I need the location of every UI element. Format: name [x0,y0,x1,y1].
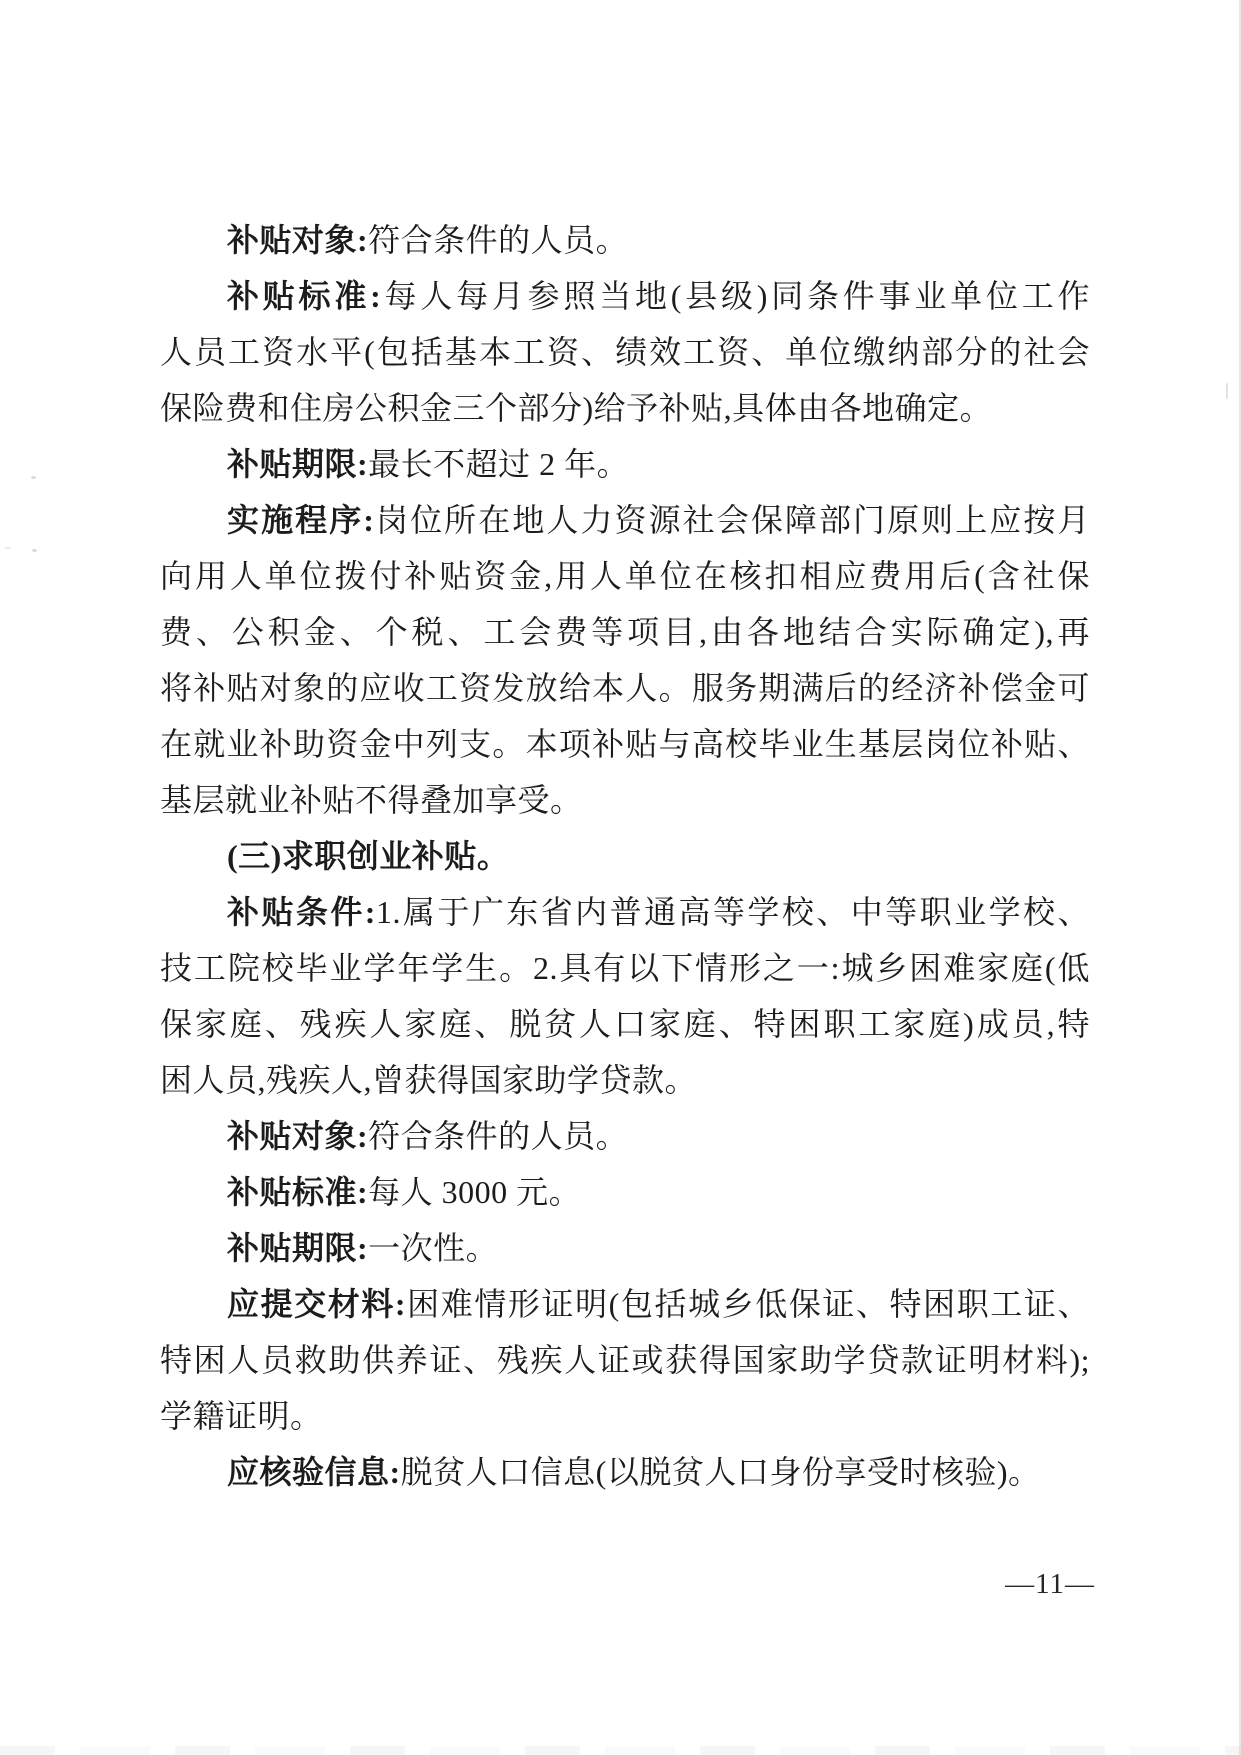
line-text: 保险费和住房公积金三个部分)给予补贴,具体由各地确定。 [160,390,993,426]
text-line [160,996,1090,1052]
scan-edge-artifact [0,1746,1241,1755]
line-text: 特困人员救助供养证、残疾人证或获得国家助学贷款证明材料); [160,1342,1090,1378]
line-label: 补贴标准: [227,278,382,314]
text-line [160,1388,1090,1444]
line-label: 应核验信息: [227,1454,401,1490]
text-line [160,716,1090,772]
line-text: 困人员,残疾人,曾获得国家助学贷款。 [160,1062,698,1098]
line-label: 补贴对象: [227,1118,369,1154]
text-line [160,604,1090,660]
line-label: 补贴条件: [227,894,376,930]
text-line [160,1332,1090,1388]
text-line [160,1108,1090,1164]
document-body [160,212,1090,1500]
text-line [160,324,1090,380]
line-label: 补贴对象: [227,222,369,258]
scan-speck [31,476,36,479]
line-text: 技工院校毕业学年学生。2.具有以下情形之一:城乡困难家庭(低 [160,950,1090,986]
scan-speck [4,547,11,549]
line-text: 学籍证明。 [160,1398,323,1434]
text-line [160,380,1090,436]
line-text: 人员工资水平(包括基本工资、绩效工资、单位缴纳部分的社会 [160,334,1090,370]
line-text: 岗位所在地人力资源社会保障部门原则上应按月 [374,502,1090,538]
line-text: 1.属于广东省内普通高等学校、中等职业学校、 [375,894,1090,930]
line-text: 每人 3000 元。 [368,1174,582,1210]
line-text: 在就业补助资金中列支。本项补贴与高校毕业生基层岗位补贴、 [160,726,1090,762]
line-label: 补贴标准: [227,1174,369,1210]
text-line [160,436,1090,492]
line-text: 基层就业补贴不得叠加享受。 [160,782,583,818]
line-text: 最长不超过 2 年。 [368,446,630,482]
line-text: 将补贴对象的应收工资发放给本人。服务期满后的经济补偿金可 [160,670,1090,706]
text-line [160,884,1090,940]
text-line [160,828,1090,884]
line-label: (三)求职创业补贴。 [227,838,510,874]
page-number: —11— [1005,1568,1095,1600]
line-text: 每人每月参照当地(县级)同条件事业单位工作 [381,278,1090,314]
line-text: 困难情形证明(包括城乡低保证、特困职工证、 [406,1286,1090,1322]
text-line [160,1220,1090,1276]
text-line [160,772,1090,828]
line-text: 向用人单位拨付补贴资金,用人单位在核扣相应费用后(含社保 [160,558,1090,594]
text-line [160,268,1090,324]
line-text: 符合条件的人员。 [368,222,629,258]
line-label: 实施程序: [227,502,375,538]
text-line [160,1276,1090,1332]
text-line [160,548,1090,604]
line-text: 保家庭、残疾人家庭、脱贫人口家庭、特困职工家庭)成员,特 [160,1006,1090,1042]
text-line [160,212,1090,268]
line-text: 脱贫人口信息(以脱贫人口身份享受时核验)。 [400,1454,1041,1490]
line-text: 费、公积金、个税、工会费等项目,由各地结合实际确定),再 [160,614,1090,650]
line-label: 应提交材料: [227,1286,407,1322]
line-text: 一次性。 [368,1230,499,1266]
text-line [160,1164,1090,1220]
line-label: 补贴期限: [227,446,369,482]
line-label: 补贴期限: [227,1230,369,1266]
scan-speck [1226,383,1228,399]
text-line [160,660,1090,716]
text-line [160,940,1090,996]
scan-speck [32,549,37,552]
text-line [160,1052,1090,1108]
text-line [160,1444,1090,1500]
line-text: 符合条件的人员。 [368,1118,629,1154]
text-line [160,492,1090,548]
